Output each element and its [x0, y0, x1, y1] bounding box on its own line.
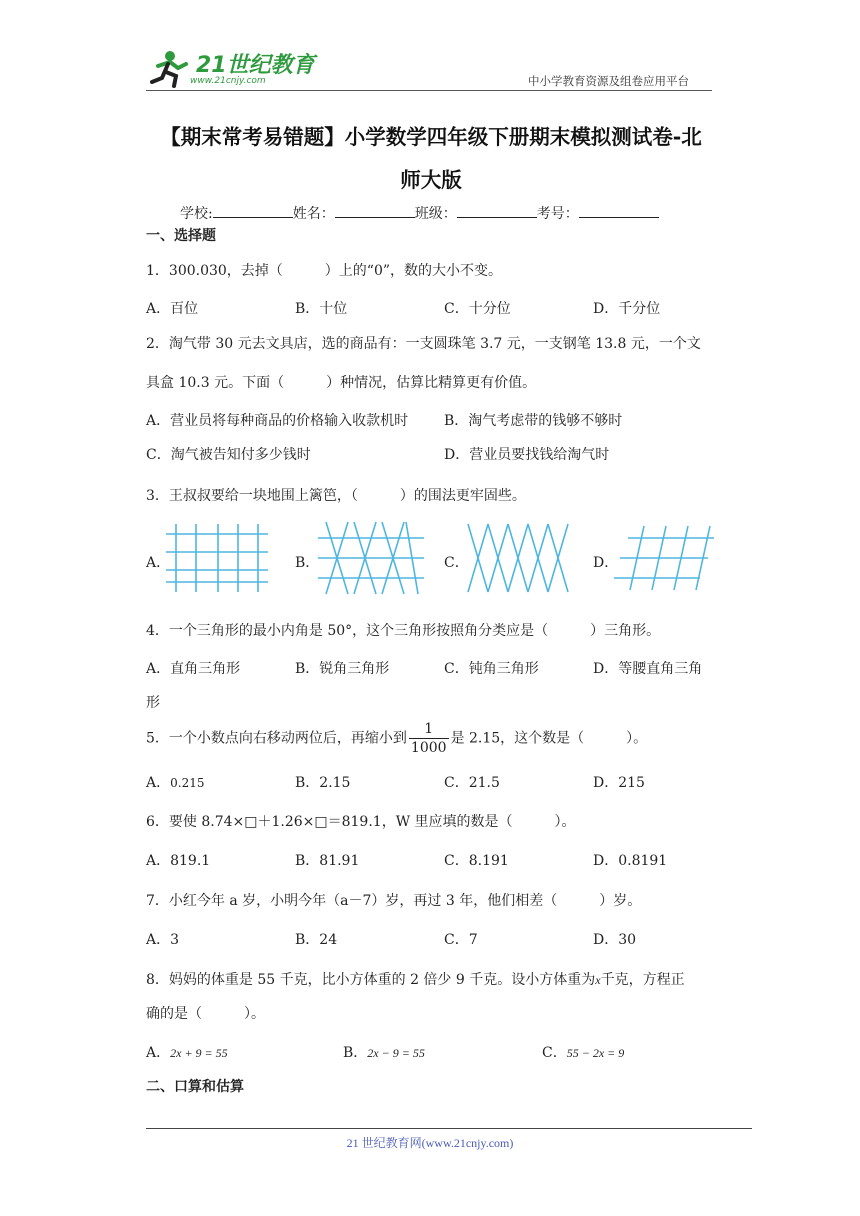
q8-option-a[interactable] — [146, 1042, 228, 1062]
q5-fraction-numerator: 1 — [409, 720, 449, 739]
q5-option-b[interactable]: B．2.15 — [295, 775, 351, 791]
q3-option-a[interactable]: A． — [146, 555, 171, 571]
q4-option-c[interactable]: C．钝角三角形 — [444, 661, 539, 677]
q7-option-c[interactable]: C．7 — [444, 932, 478, 948]
header-divider — [146, 90, 712, 91]
q4-option-a[interactable]: A．直角三角形 — [146, 661, 241, 677]
q7-option-b[interactable]: B．24 — [295, 932, 338, 948]
question-3: 3．王叔叔要给一块地围上篱笆，（ ）的围法更牢固些。 — [146, 488, 526, 504]
question-7: 7．小红今年 a 岁，小明今年（a－7）岁，再过 3 年，他们相差（ ）岁。 — [146, 893, 642, 909]
class-field[interactable] — [457, 203, 537, 218]
q1-option-b[interactable]: B．十位 — [295, 301, 348, 317]
school-field[interactable] — [213, 203, 293, 218]
q8-variable: x — [595, 973, 601, 987]
q4-option-d-continued: 形 — [146, 695, 160, 711]
q8-text-before: 8．妈妈的体重是 55 千克，比小方体重的 2 倍少 9 千克。设小方体重为 — [146, 972, 596, 988]
q5-fraction-denominator: 1000 — [410, 740, 447, 756]
q8-option-b-equation: 2x − 9 = 55 — [367, 1046, 425, 1060]
question-8-line-1 — [146, 969, 685, 989]
fence-cross-figure — [318, 520, 424, 596]
q8-option-b[interactable] — [343, 1042, 425, 1062]
question-8-line-2: 确的是（ ）。 — [146, 1006, 265, 1022]
question-5 — [146, 720, 647, 757]
footer-divider — [146, 1128, 752, 1129]
q5-option-a-label: A． — [146, 775, 171, 791]
site-logo — [140, 46, 320, 90]
footer-link[interactable]: 21 世纪教育网(www.21cnjy.com) — [346, 1136, 514, 1150]
q4-option-d[interactable]: D．等腰直角三角 — [593, 661, 703, 677]
q6-option-b[interactable]: B．81.91 — [295, 853, 360, 869]
question-4: 4．一个三角形的最小内角是 50°，这个三角形按照角分类应是（ ）三角形。 — [146, 623, 661, 639]
q7-option-a[interactable]: A．3 — [146, 932, 180, 948]
class-label: 班级： — [414, 206, 457, 222]
q5-option-c[interactable]: C．21.5 — [444, 775, 500, 791]
page-title-line-2: 师大版 — [400, 168, 462, 192]
question-1: 1．300.030，去掉（ ）上的“0”，数的大小不变。 — [146, 263, 503, 279]
name-label: 姓名： — [292, 206, 335, 222]
question-6: 6．要使 8.74×□＋1.26×□＝819.1，W 里应填的数是（ ）。 — [146, 814, 576, 830]
q2-option-b[interactable]: B．淘气考虑带的钱够不够时 — [444, 413, 623, 429]
q1-option-c[interactable]: C．十分位 — [444, 301, 511, 317]
fence-slant-figure — [614, 522, 716, 592]
q5-option-a[interactable] — [146, 772, 204, 792]
q1-option-a[interactable]: A．百位 — [146, 301, 199, 317]
q6-option-c[interactable]: C．8.191 — [444, 853, 509, 869]
q5-text-before: 5．一个小数点向右移动两位后，再缩小到 — [146, 730, 407, 747]
logo-text: 21世纪教育 — [196, 53, 315, 78]
q8-option-a-equation: 2x + 9 = 55 — [170, 1046, 228, 1060]
q8-option-b-label: B． — [343, 1045, 368, 1061]
header-platform-text: 中小学教育资源及组卷应用平台 — [528, 74, 689, 88]
logo-url: www.21cnjy.com — [190, 76, 266, 86]
q2-option-d[interactable]: D．营业员要找钱给淘气时 — [444, 447, 610, 463]
student-info-line — [180, 203, 659, 223]
q2-option-c[interactable]: C．淘气被告知付多少钱时 — [146, 447, 311, 463]
q1-option-d[interactable]: D．千分位 — [593, 301, 661, 317]
q8-option-c-label: C． — [542, 1045, 567, 1061]
q8-text-after: 千克，方程正 — [600, 972, 685, 988]
q3-option-b[interactable]: B． — [295, 555, 320, 571]
question-2-line-2: 具盒 10.3 元。下面（ ）种情况，估算比精算更有价值。 — [146, 375, 537, 391]
q5-text-after: 是 2.15，这个数是（ ）。 — [450, 730, 648, 747]
q3-option-d[interactable]: D． — [593, 555, 619, 571]
fence-zigzag-figure — [466, 520, 578, 596]
fence-grid-figure — [166, 522, 268, 594]
q2-option-a[interactable]: A．营业员将每种商品的价格输入收款机时 — [146, 413, 409, 429]
q6-option-a[interactable]: A．819.1 — [146, 853, 211, 869]
q7-option-d[interactable]: D．30 — [593, 932, 637, 948]
q8-option-c-equation: 55 − 2x = 9 — [566, 1046, 625, 1060]
q8-option-a-label: A． — [146, 1045, 171, 1061]
school-label: 学校: — [180, 206, 213, 222]
q6-option-d[interactable]: D．0.8191 — [593, 853, 668, 869]
id-label: 考号： — [536, 206, 579, 222]
q5-option-a-value: 0.215 — [170, 776, 205, 790]
question-2-line-1: 2．淘气带 30 元去文具店，选的商品有：一支圆珠笔 3.7 元，一支钢笔 13.8 元，一个文 — [146, 336, 701, 352]
section-choice-title: 一、选择题 — [146, 228, 216, 244]
q3-option-c[interactable]: C． — [444, 555, 469, 571]
q4-option-b[interactable]: B．锐角三角形 — [295, 661, 390, 677]
name-field[interactable] — [335, 203, 415, 218]
section-mental-calc-title: 二、口算和估算 — [146, 1079, 244, 1095]
q5-option-d[interactable]: D．215 — [593, 775, 645, 791]
q5-fraction — [409, 720, 449, 757]
q8-option-c[interactable] — [542, 1042, 624, 1062]
id-field[interactable] — [579, 203, 659, 218]
page-title-line-1: 【期末常考易错题】小学数学四年级下册期末模拟测试卷-北 — [160, 125, 702, 149]
